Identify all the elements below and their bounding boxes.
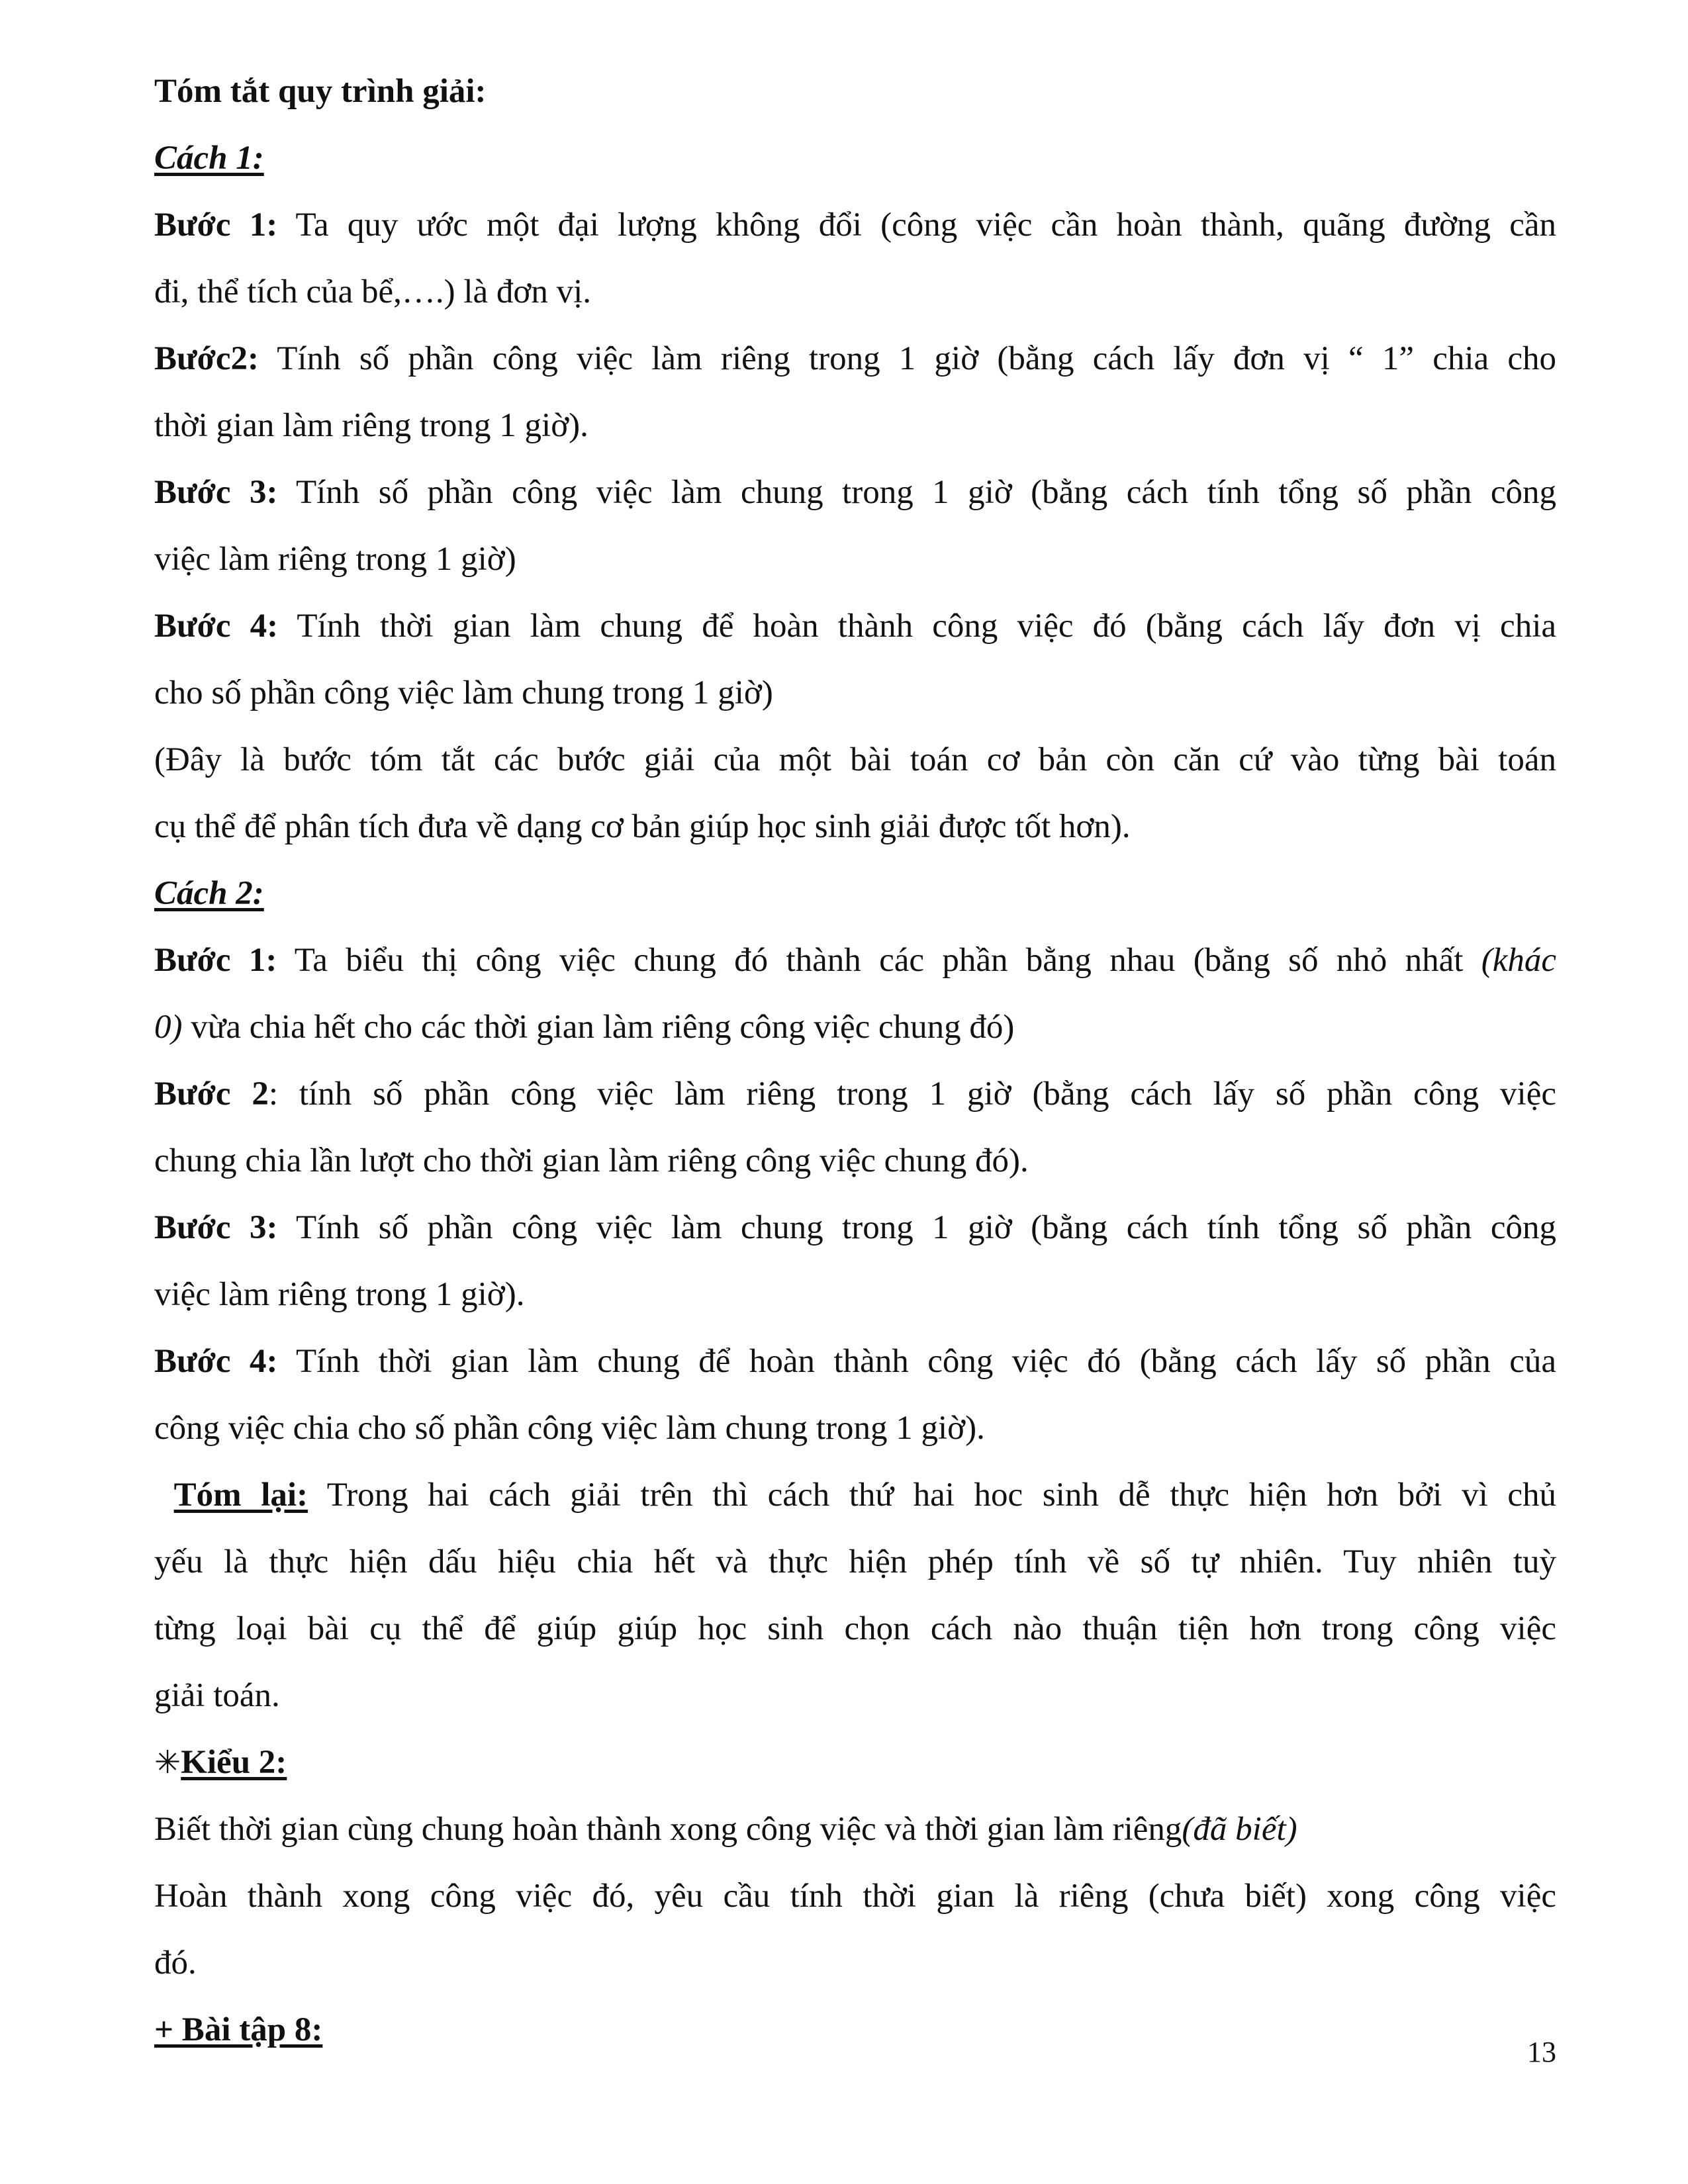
page-number: 13 — [1527, 2036, 1556, 2068]
method2-step2-line1 — [154, 1061, 1556, 1128]
method1-step1-line1 — [154, 192, 1556, 259]
method1-step4-line2: cho số phần công việc làm chung trong 1 giờ) — [154, 674, 773, 711]
step-label: Bước 1: — [154, 942, 277, 979]
step-italic-text: 0) — [154, 1009, 183, 1046]
method2-title: Cách 2: — [154, 875, 264, 912]
step-text: : tính số phần công việc làm riêng trong 1 giờ (bằng cách lấy số phần công việc — [268, 1075, 1556, 1113]
method1-step1-line2: đi, thể tích của bể,….) là đơn vị. — [154, 273, 592, 310]
step-label: Bước 2 — [154, 1075, 269, 1113]
step-italic-text: (khác — [1481, 942, 1556, 979]
star-icon: ✳ — [154, 1745, 181, 1780]
method2-step4-line1 — [154, 1328, 1556, 1395]
method2-step1-line1 — [154, 927, 1556, 994]
method1-step2-line2: thời gian làm riêng trong 1 giờ). — [154, 407, 588, 444]
section-heading: Tóm tắt quy trình giải: — [154, 73, 487, 110]
method1-note-line2: cụ thể để phân tích đưa về dạng cơ bản giúp học sinh giải được tốt hơn). — [154, 808, 1131, 845]
step-text: Ta quy ước một đại lượng không đổi (công việc cần hoàn thành, quãng đường cần — [277, 206, 1556, 244]
method1-title: Cách 1: — [154, 140, 264, 177]
document-page — [154, 58, 1556, 2064]
type2-title: Kiểu 2: — [181, 1744, 287, 1781]
type2-line3: đó. — [154, 1944, 197, 1981]
method2-step4-line2: công việc chia cho số phần công việc làm chung trong 1 giờ). — [154, 1410, 985, 1447]
step-text: Ta biểu thị công việc chung đó thành các phần bằng nhau (bằng số nhỏ nhất — [277, 942, 1481, 979]
method1-step3-line1 — [154, 459, 1556, 526]
summary-label: Tóm lại: — [173, 1477, 308, 1514]
method2-step3-line2: việc làm riêng trong 1 giờ). — [154, 1276, 525, 1313]
type2-line1 — [154, 1796, 1556, 1863]
step-text: Tính số phần công việc làm chung trong 1 giờ (bằng cách tính tổng số phần công — [277, 1209, 1556, 1246]
summary-line2: yếu là thực hiện dấu hiệu chia hết và thực hiện phép tính về số tự nhiên. Tuy nhiên tuỳ — [154, 1543, 1556, 1580]
type2-line2: Hoàn thành xong công việc đó, yêu cầu tính thời gian là riêng (chưa biết) xong công việc — [154, 1878, 1556, 1915]
step-label: Bước 4: — [154, 608, 279, 645]
step-label: Bước 3: — [154, 474, 278, 511]
type2-title-line — [154, 1729, 1556, 1796]
method1-step2-line1 — [154, 326, 1556, 392]
summary-line4: giải toán. — [154, 1677, 280, 1714]
step-label: Bước 1: — [154, 206, 278, 244]
method1-step4-line1 — [154, 593, 1556, 660]
method1-step3-line2: việc làm riêng trong 1 giờ) — [154, 541, 516, 578]
step-text: vừa chia hết cho các thời gian làm riêng công việc chung đó) — [182, 1009, 1015, 1046]
method2-step1-line2 — [154, 994, 1556, 1061]
type2-italic-text: (đã biết) — [1182, 1811, 1297, 1848]
step-label: Bước 4: — [154, 1343, 278, 1380]
step-text: Tính thời gian làm chung để hoàn thành công việc đó (bằng cách lấy số phần của — [277, 1343, 1556, 1380]
exercise-heading: + Bài tập 8: — [154, 2011, 323, 2048]
type2-text: Biết thời gian cùng chung hoàn thành xong công việc và thời gian làm riêng — [154, 1811, 1182, 1848]
method2-step2-line2: chung chia lần lượt cho thời gian làm riêng công việc chung đó). — [154, 1142, 1029, 1179]
summary-text: Trong hai cách giải trên thì cách thứ hai hoc sinh dễ thực hiện hơn bởi vì chủ — [308, 1477, 1556, 1514]
method1-note-line1: (Đây là bước tóm tắt các bước giải của một bài toán cơ bản còn căn cứ vào từng bài toán — [154, 741, 1556, 778]
step-text: Tính thời gian làm chung để hoàn thành công việc đó (bằng cách lấy đơn vị chia — [278, 608, 1556, 645]
step-text: Tính số phần công việc làm riêng trong 1 giờ (bằng cách lấy đơn vị “ 1” chia cho — [258, 340, 1556, 377]
summary-line3: từng loại bài cụ thể để giúp giúp học sinh chọn cách nào thuận tiện hơn trong công việc — [154, 1610, 1556, 1647]
method2-step3-line1 — [154, 1195, 1556, 1261]
step-text: Tính số phần công việc làm chung trong 1 giờ (bằng cách tính tổng số phần công — [277, 474, 1556, 511]
step-label: Bước2: — [154, 340, 259, 377]
step-label: Bước 3: — [154, 1209, 278, 1246]
summary-line1 — [154, 1462, 1556, 1529]
